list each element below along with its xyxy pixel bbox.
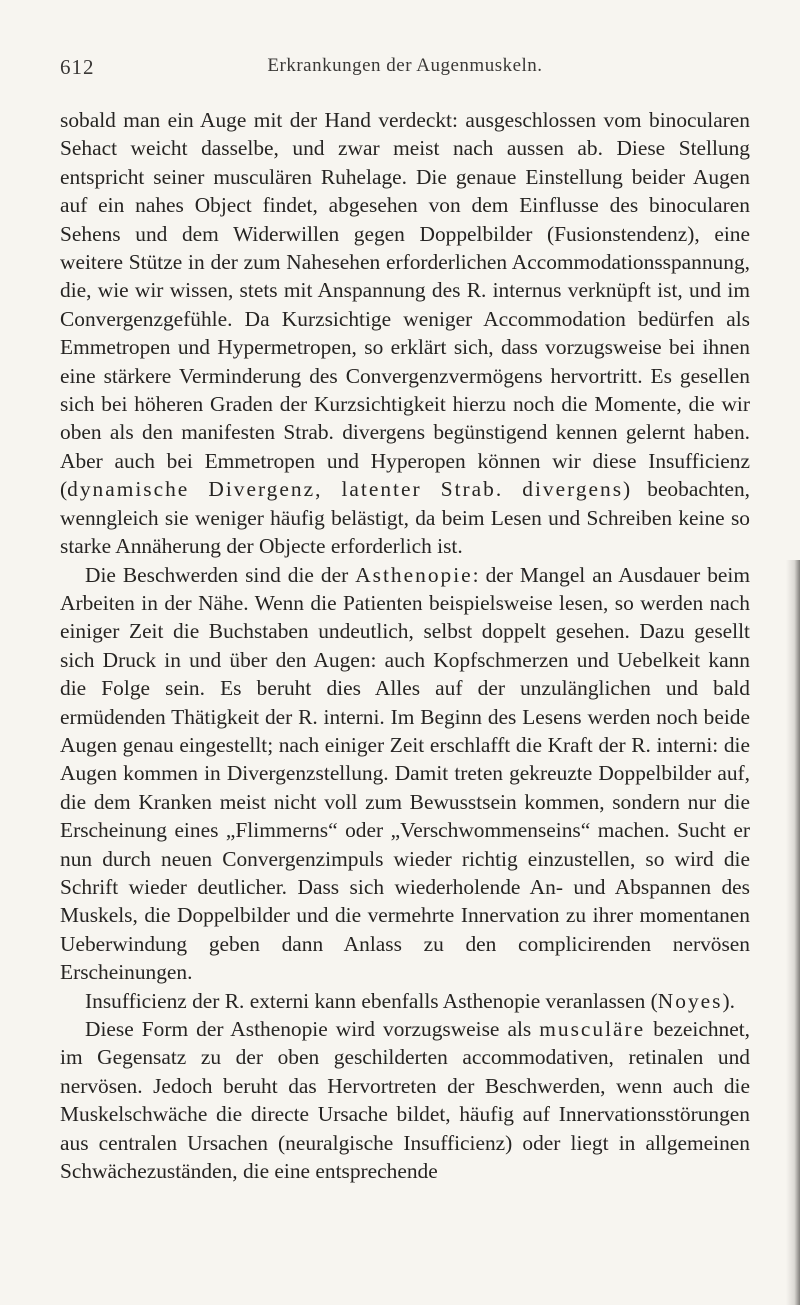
paragraph	[60, 561, 750, 987]
paragraph	[60, 987, 750, 1015]
page-number: 612	[60, 55, 95, 79]
text-run: ).	[722, 988, 735, 1013]
spaced-emphasis: dynamische Divergenz, latenter Strab. divergens	[67, 477, 624, 502]
page-edge-shadow	[786, 560, 800, 1305]
text-run: : der Mangel an Ausdauer beim Arbeiten in der Nähe. Wenn die Patienten beispielsweise lesen, so werden nach einiger Zeit die Buchstaben undeutlich, selbst doppelt gesehen. Dazu gesellt sich Druck in und über den Augen: auch Kopfschmerzen und Uebelkeit kann die Folge sein. Es beruht dies Alles auf der unzulänglichen und bald ermüdenden Thätigkeit der R. interni. Im Beginn des Lesens werden noch beide Augen genau eingestellt; nach einiger Zeit erschlafft die Kraft der R. interni: die Augen kommen in Divergenzstellung. Damit treten gekreuzte Doppelbilder auf, die dem Kranken meist nicht voll zum Bewusstsein kommen, sondern nur die Erscheinung eines „Flimmerns“ oder „Verschwommenseins“ machen. Sucht er nun durch neuen Convergenzimpuls wieder richtig einzustellen, so wird die Schrift wieder deutlicher. Dass sich wiederholende An- und Abspannen des Muskels, die Doppelbilder und die vermehrte Innervation zu ihrer momentanen Ueberwindung geben dann Anlass zu den complicirenden nervösen Erscheinungen.	[60, 562, 750, 985]
body-text	[60, 106, 750, 1185]
text-run: ) beobachten, wenngleich sie weniger häufig belästigt, da beim Lesen und Schreiben keine so starke Annäherung der Objecte erforderlich ist.	[60, 477, 750, 559]
text-run: Insufficienz der R. externi kann ebenfalls Asthenopie veranlassen (	[85, 988, 658, 1013]
text-run: Diese Form der Asthenopie wird vorzugsweise als	[85, 1017, 540, 1041]
spaced-emphasis: Asthenopie	[355, 562, 473, 587]
page-header	[60, 55, 750, 85]
text-run: sobald man ein Auge mit der Hand verdeckt: ausgeschlossen vom binocularen Sehact weicht dasselbe, und zwar meist nach aussen ab. Diese Stellung entspricht seiner musculären Ruhelage. Die genaue Einstellung beider Augen auf ein nahes Object findet, abgesehen von dem Einflusse des binocularen Sehens und dem Widerwillen gegen Doppelbilder (Fusionstendenz), eine weitere Stütze in der zum Nahesehen erforderlichen Accommodationsspannung, die, wie wir wissen, stets mit Anspannung des R. internus verknüpft ist, und im Convergenzgefühle. Da Kurzsichtige weniger Accommodation bedürfen als Emmetropen und Hypermetropen, so erklärt sich, dass vorzugsweise bei ihnen eine stärkere Verminderung des Convergenzvermögens hervortritt. Es gesellen sich bei höheren Graden der Kurzsichtigkeit hierzu noch die Momente, die wir oben als den manifesten Strab. divergens begünstigend kennen gelernt haben. Aber auch bei Emmetropen und Hyperopen können wir diese Insufficienz (	[60, 108, 750, 502]
paragraph	[60, 106, 750, 561]
text-run: bezeichnet, im Gegensatz zu der oben geschilderten accommodativen, retinalen und nervösen. Jedoch beruht das Hervortreten der Beschwerden, wenn auch die Muskelschwäche die directe Ursache bildet, häufig auf Innervationsstörungen aus centralen Ursachen (neuralgische Insufficienz) oder liegt in allgemeinen Schwächezuständen, die eine entsprechende	[60, 1017, 750, 1184]
paragraph	[60, 1015, 750, 1185]
spaced-emphasis: Noyes	[657, 988, 723, 1013]
spaced-emphasis: musculäre	[539, 1017, 646, 1041]
running-title: Erkrankungen der Augenmuskeln.	[267, 55, 543, 76]
text-run: Die Beschwerden sind die der	[85, 562, 356, 587]
